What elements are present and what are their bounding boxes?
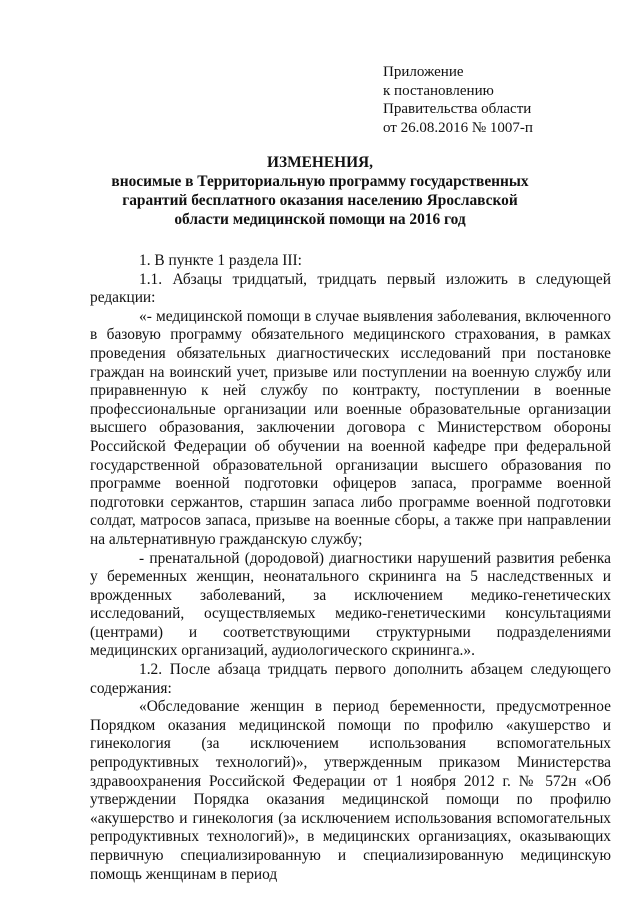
appendix-note xyxy=(383,63,533,137)
paragraph-item-1: 1. В пункте 1 раздела III: xyxy=(139,252,302,269)
paragraph-prenatal-diagnostics: - пренатальной (дородовой) диагностики нарушений развития ребенка у беременных женщин, неонатального скрининга на 5 наследственных и врожденных заболеваний, за исключением медико-генетических исследований, осуществляемых медико-генетическими консультациями (центрами) и соответствующими структурными подразделениями медицинских организаций, аудиологического скрининга.». xyxy=(90,549,611,660)
heading-subtitle: вносимые в Территориальную программу государственных гарантий бесплатного оказания населению Ярославской области медицинской помощи на 2016 год xyxy=(111,173,529,228)
appendix-line-2: к постановлению xyxy=(383,82,494,99)
appendix-line-1: Приложение xyxy=(383,64,464,80)
heading-title: ИЗМЕНЕНИЯ, xyxy=(266,154,374,171)
paragraph-item-1-2: 1.2. После абзаца тридцать первого дополнить абзацем следующего содержания: xyxy=(90,661,611,697)
paragraph-item-1-1: 1.1. Абзацы тридцатый, тридцать первый изложить в следующей редакции: xyxy=(90,270,611,307)
appendix-line-4: от 26.08.2016 № 1007-п xyxy=(383,119,533,136)
paragraph-pregnancy-examination: «Обследование женщин в период беременности, предусмотренное Порядком оказания медицинской помощи по профилю «акушерство и гинекология (за исключением использования вспомогательных репродуктивных технологий)», утвержденным приказом Министерства здравоохранения Российской Федерации от 1 ноября 2012 г. № 572н «Об утверждении Порядка оказания медицинской помощи по профилю «акушерство и гинекология (за исключением использования вспомогательных репродуктивных технологий)», в медицинских организациях, оказывающих первичную специализированную и специализированную медицинскую помощь женщинам в период xyxy=(90,698,611,883)
document-heading xyxy=(100,153,540,229)
document-body xyxy=(90,252,611,884)
paragraph-military-service: «- медицинской помощи в случае выявления заболевания, включенного в базовую программу обязательного медицинского страхования, в рамках проведения обязательных диагностических исследований при постановке граждан на воинский учет, призыве или поступлении на военную службу или приравненную к ней службу по контракту, поступлении в военные профессиональные организации или военные образовательные организации высшего образования, заключении договора с Министерством обороны Российской Федерации об обучении на военной кафедре при федеральной государственной образовательной организации высшего образования по программе военной подготовки офицеров запаса, программе военной подготовки сержантов, старшин запаса либо программе военной подготовки солдат, матросов запаса, призыве на военные сборы, а также при направлении на альтернативную гражданскую службу; xyxy=(90,307,611,548)
appendix-line-3: Правительства области xyxy=(383,101,532,117)
